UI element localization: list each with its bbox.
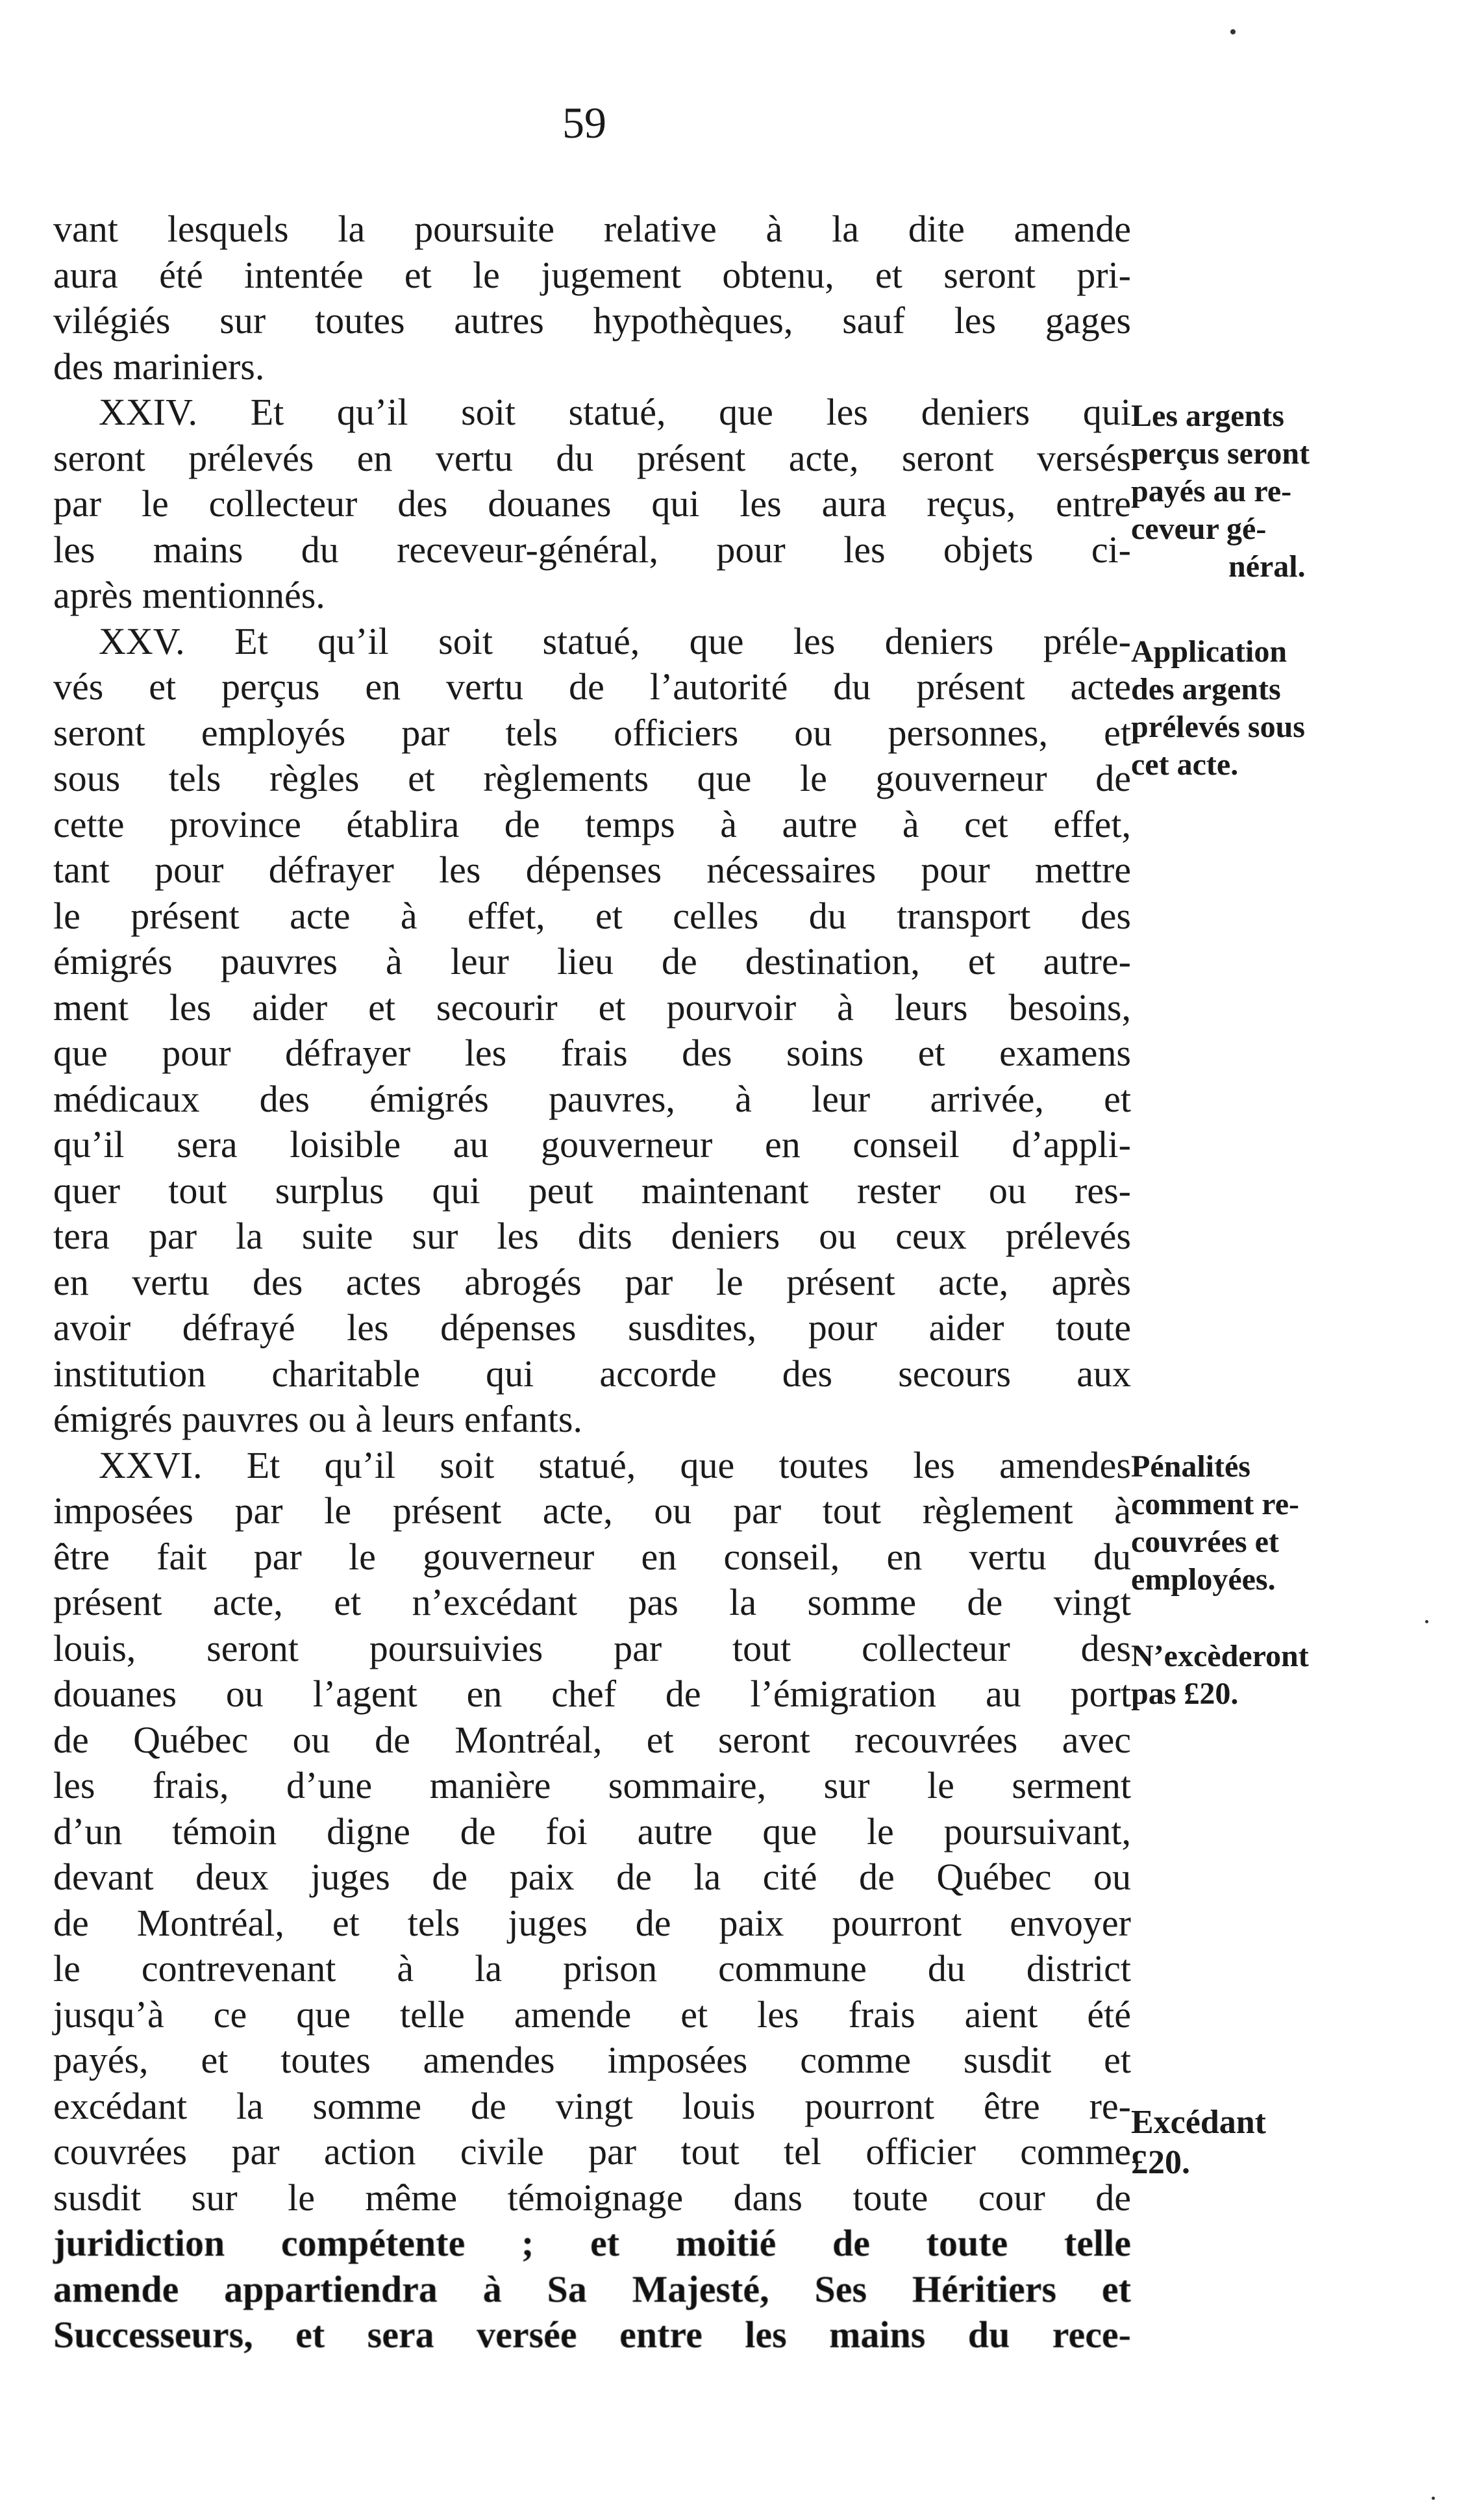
text-line: cette province établira de temps à autre à cet effet, — [53, 803, 1131, 845]
text-line: émigrés pauvres à leur lieu de destination, et autre- — [53, 940, 1131, 982]
margin-note-line: comment re- — [1131, 1487, 1299, 1521]
ink-speck — [1425, 1620, 1428, 1623]
margin-note-line: N’excèderont — [1131, 1639, 1309, 1673]
section-xxiv-heading-line: XXIV. Et qu’il soit statué, que les deniers qui — [99, 391, 1131, 433]
text-line: payés, et toutes amendes imposées comme susdit et — [53, 2039, 1131, 2081]
page-number: 59 — [562, 98, 606, 147]
text-line: jusqu’à ce que telle amende et les frais aient été — [53, 1993, 1131, 2036]
text-line: présent acte, et n’excédant pas la somme de vingt — [53, 1581, 1131, 1623]
margin-note-line: pas £20. — [1131, 1677, 1239, 1711]
text-line: avoir défrayé les dépenses susdites, pour aider toute — [53, 1306, 1131, 1349]
text-line: susdit sur le même témoignage dans toute cour de — [53, 2176, 1131, 2219]
margin-note-line: couvrées et — [1131, 1525, 1279, 1559]
text-line: les frais, d’une manière sommaire, sur le serment — [53, 1764, 1131, 1806]
text-line: devant deux juges de paix de la cité de Québec ou — [53, 1856, 1131, 1898]
margin-note-line: perçus seront — [1131, 436, 1310, 471]
margin-note-line: ceveur gé- — [1131, 512, 1267, 546]
text-line: institution charitable qui accorde des secours aux — [53, 1352, 1131, 1395]
ink-speck — [1230, 29, 1236, 34]
text-line: de Montréal, et tels juges de paix pourront envoyer — [53, 1901, 1131, 1944]
margin-note-max-fine — [1131, 1638, 1443, 1713]
margin-note-line: des argents — [1131, 672, 1281, 706]
body-text — [53, 206, 1131, 2358]
text-line: sous tels règles et règlements que le gouverneur de — [53, 757, 1131, 799]
text-line: émigrés pauvres ou à leurs enfants. — [53, 1398, 582, 1440]
text-line: les mains du receveur-général, pour les objets ci- — [53, 528, 1131, 571]
margin-note-line: employées. — [1131, 1562, 1276, 1597]
text-line: vant lesquels la poursuite relative à la dite amende — [53, 208, 1131, 250]
margin-note-line: Les argents — [1131, 399, 1284, 433]
margin-note-application — [1131, 633, 1443, 784]
text-line: que pour défrayer les frais des soins et examens — [53, 1032, 1131, 1074]
text-line: qu’il sera loisible au gouverneur en conseil d’appli- — [53, 1123, 1131, 1166]
margin-note-receiver-general — [1131, 397, 1443, 586]
text-line: imposées par le présent acte, ou par tout règlement à — [53, 1490, 1131, 1532]
margin-note-line: Excédant — [1131, 2104, 1266, 2141]
margin-note-line: payés au re- — [1131, 474, 1292, 508]
text-line: seront prélevés en vertu du présent acte, seront versés — [53, 436, 1131, 479]
text-line: couvrées par action civile par tout tel officier comme — [53, 2130, 1131, 2173]
text-line: des mariniers. — [53, 345, 265, 388]
ink-speck — [1432, 2497, 1435, 2500]
text-line: ment les aider et secourir et pourvoir à leurs besoins, — [53, 986, 1131, 1029]
text-line: le contrevenant à la prison commune du district — [53, 1947, 1131, 1990]
text-line: louis, seront poursuivies par tout collecteur des — [53, 1627, 1131, 1669]
text-line: vés et perçus en vertu de l’autorité du présent acte — [53, 666, 1131, 708]
text-line: de Québec ou de Montréal, et seront recouvrées avec — [53, 1718, 1131, 1761]
margin-note-penalties — [1131, 1448, 1443, 1599]
text-line: d’un témoin digne de foi autre que le poursuivant, — [53, 1810, 1131, 1853]
text-line: vilégiés sur toutes autres hypothèques, sauf les gages — [53, 299, 1131, 342]
text-line: amende appartiendra à Sa Majesté, Ses Héritiers et — [53, 2267, 1131, 2310]
text-line: douanes ou l’agent en chef de l’émigration au port — [53, 1673, 1131, 1715]
text-line: tera par la suite sur les dits deniers ou ceux prélevés — [53, 1215, 1131, 1257]
margin-note-exceeding — [1131, 2102, 1443, 2183]
text-line: médicaux des émigrés pauvres, à leur arrivée, et — [53, 1077, 1131, 1120]
text-line: être fait par le gouverneur en conseil, en vertu du — [53, 1535, 1131, 1578]
text-line: tant pour défrayer les dépenses nécessaires pour mettre — [53, 849, 1131, 891]
text-line: après mentionnés. — [53, 574, 325, 616]
margin-note-line: £20. — [1131, 2144, 1190, 2181]
section-xxvi-heading-line: XXVI. Et qu’il soit statué, que toutes les amendes — [99, 1443, 1131, 1486]
text-line: quer tout surplus qui peut maintenant rester ou res- — [53, 1169, 1131, 1212]
text-line: en vertu des actes abrogés par le présent acte, après — [53, 1260, 1131, 1303]
margin-note-line: néral. — [1228, 549, 1306, 584]
margin-note-line: cet acte. — [1131, 747, 1239, 782]
text-line: par le collecteur des douanes qui les aura reçus, entre — [53, 482, 1131, 525]
text-line: Successeurs, et sera versée entre les mains du rece- — [53, 2314, 1131, 2356]
margin-note-line: Application — [1131, 634, 1288, 669]
margin-note-line: prélevés sous — [1131, 710, 1305, 744]
text-line: seront employés par tels officiers ou personnes, et — [53, 711, 1131, 754]
text-line: excédant la somme de vingt louis pourront être re- — [53, 2084, 1131, 2127]
section-xxv-heading-line: XXV. Et qu’il soit statué, que les deniers préle- — [99, 619, 1131, 662]
margin-note-line: Pénalités — [1131, 1449, 1250, 1484]
text-line: aura été intentée et le jugement obtenu, et seront pri- — [53, 253, 1131, 296]
text-line: juridiction compétente ; et moitié de toute telle — [53, 2222, 1131, 2264]
text-line: le présent acte à effet, et celles du transport des — [53, 894, 1131, 937]
